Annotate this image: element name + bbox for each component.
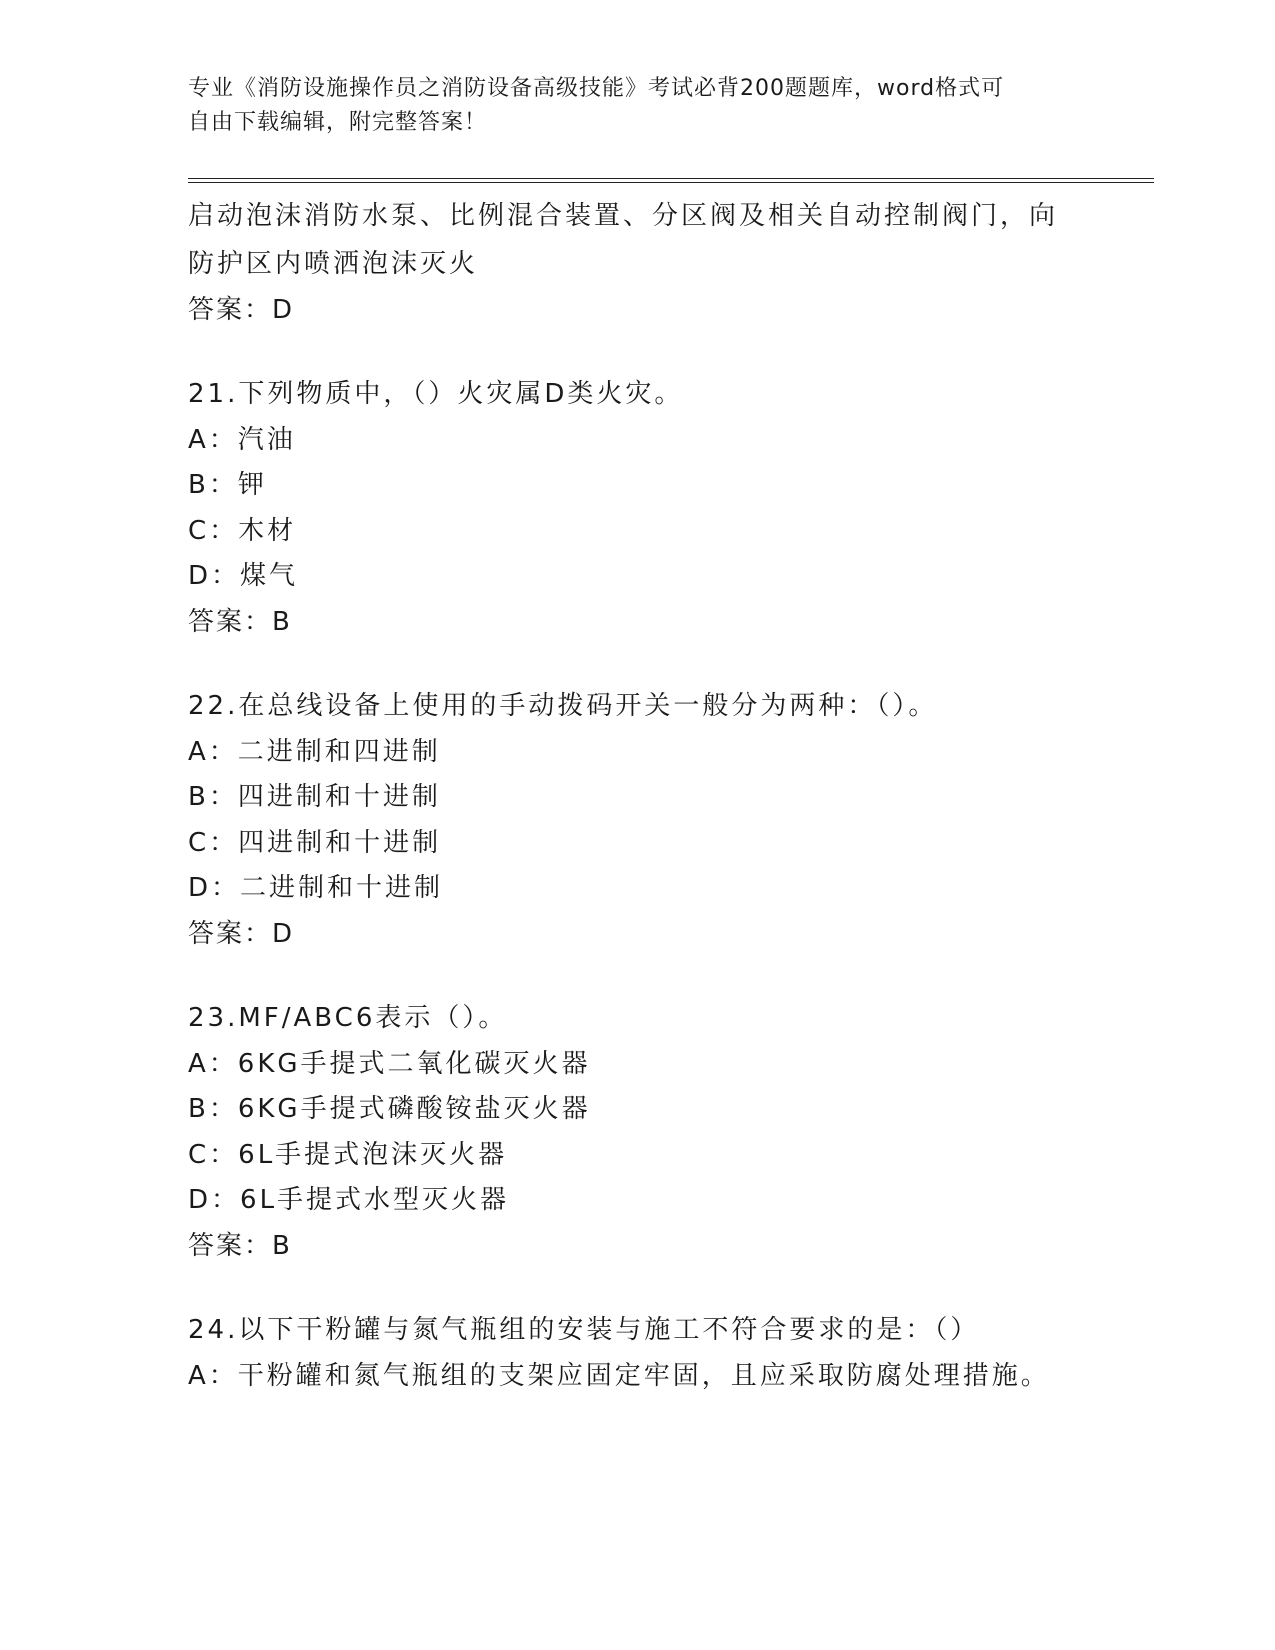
question-stem: 21.下列物质中，（）火灾属D类火灾。	[188, 379, 684, 409]
option-b: B：6KG手提式磷酸铵盐灭火器	[188, 1094, 591, 1124]
header-line-1: 专业《消防设施操作员之消防设备高级技能》考试必背200题题库，word格式可	[188, 76, 1005, 101]
answer-line: 答案：B	[188, 606, 292, 637]
option-c: C：木材	[188, 515, 297, 546]
option-b: B：钾	[188, 470, 267, 500]
answer-line: 答案：B	[188, 1230, 292, 1261]
option-c: C：6L手提式泡沫灭火器	[188, 1139, 508, 1170]
question-block-21	[188, 372, 1088, 645]
option-a: A：二进制和四进制	[188, 736, 441, 767]
option-d: D：6L手提式水型灭火器	[188, 1185, 510, 1215]
question-block-24	[188, 1308, 1088, 1399]
question-stem: 24.以下干粉罐与氮气瓶组的安装与施工不符合要求的是：（）	[188, 1315, 980, 1345]
option-d: D：二进制和十进制	[188, 873, 444, 903]
option-a: A：干粉罐和氮气瓶组的支架应固定牢固，且应采取防腐处理措施。	[188, 1360, 1050, 1391]
option-c: C：四进制和十进制	[188, 827, 442, 858]
option-a: A：6KG手提式二氧化碳灭火器	[188, 1048, 591, 1079]
answer-line: 答案：D	[188, 918, 295, 949]
question-block-22	[188, 684, 1088, 957]
header-line-2: 自由下载编辑，附完整答案！	[188, 110, 488, 135]
document-header	[188, 72, 1088, 140]
question-stem: 23.MF/ABC6表示（）。	[188, 1003, 508, 1033]
header-divider-bottom	[188, 182, 1154, 183]
continued-option-text	[188, 192, 1088, 334]
question-stem: 22.在总线设备上使用的手动拨码开关一般分为两种：（）。	[188, 691, 938, 721]
header-divider-top	[188, 178, 1154, 179]
option-b: B：四进制和十进制	[188, 782, 441, 812]
continued-answer: 答案：D	[188, 295, 295, 325]
option-d: D：煤气	[188, 561, 299, 591]
continued-line-1: 启动泡沫消防水泵、比例混合装置、分区阀及相关自动控制阀门，向	[188, 201, 1059, 231]
continued-line-2: 防护区内喷洒泡沫灭火	[188, 249, 479, 279]
question-block-23	[188, 996, 1088, 1269]
option-a: A：汽油	[188, 424, 296, 455]
